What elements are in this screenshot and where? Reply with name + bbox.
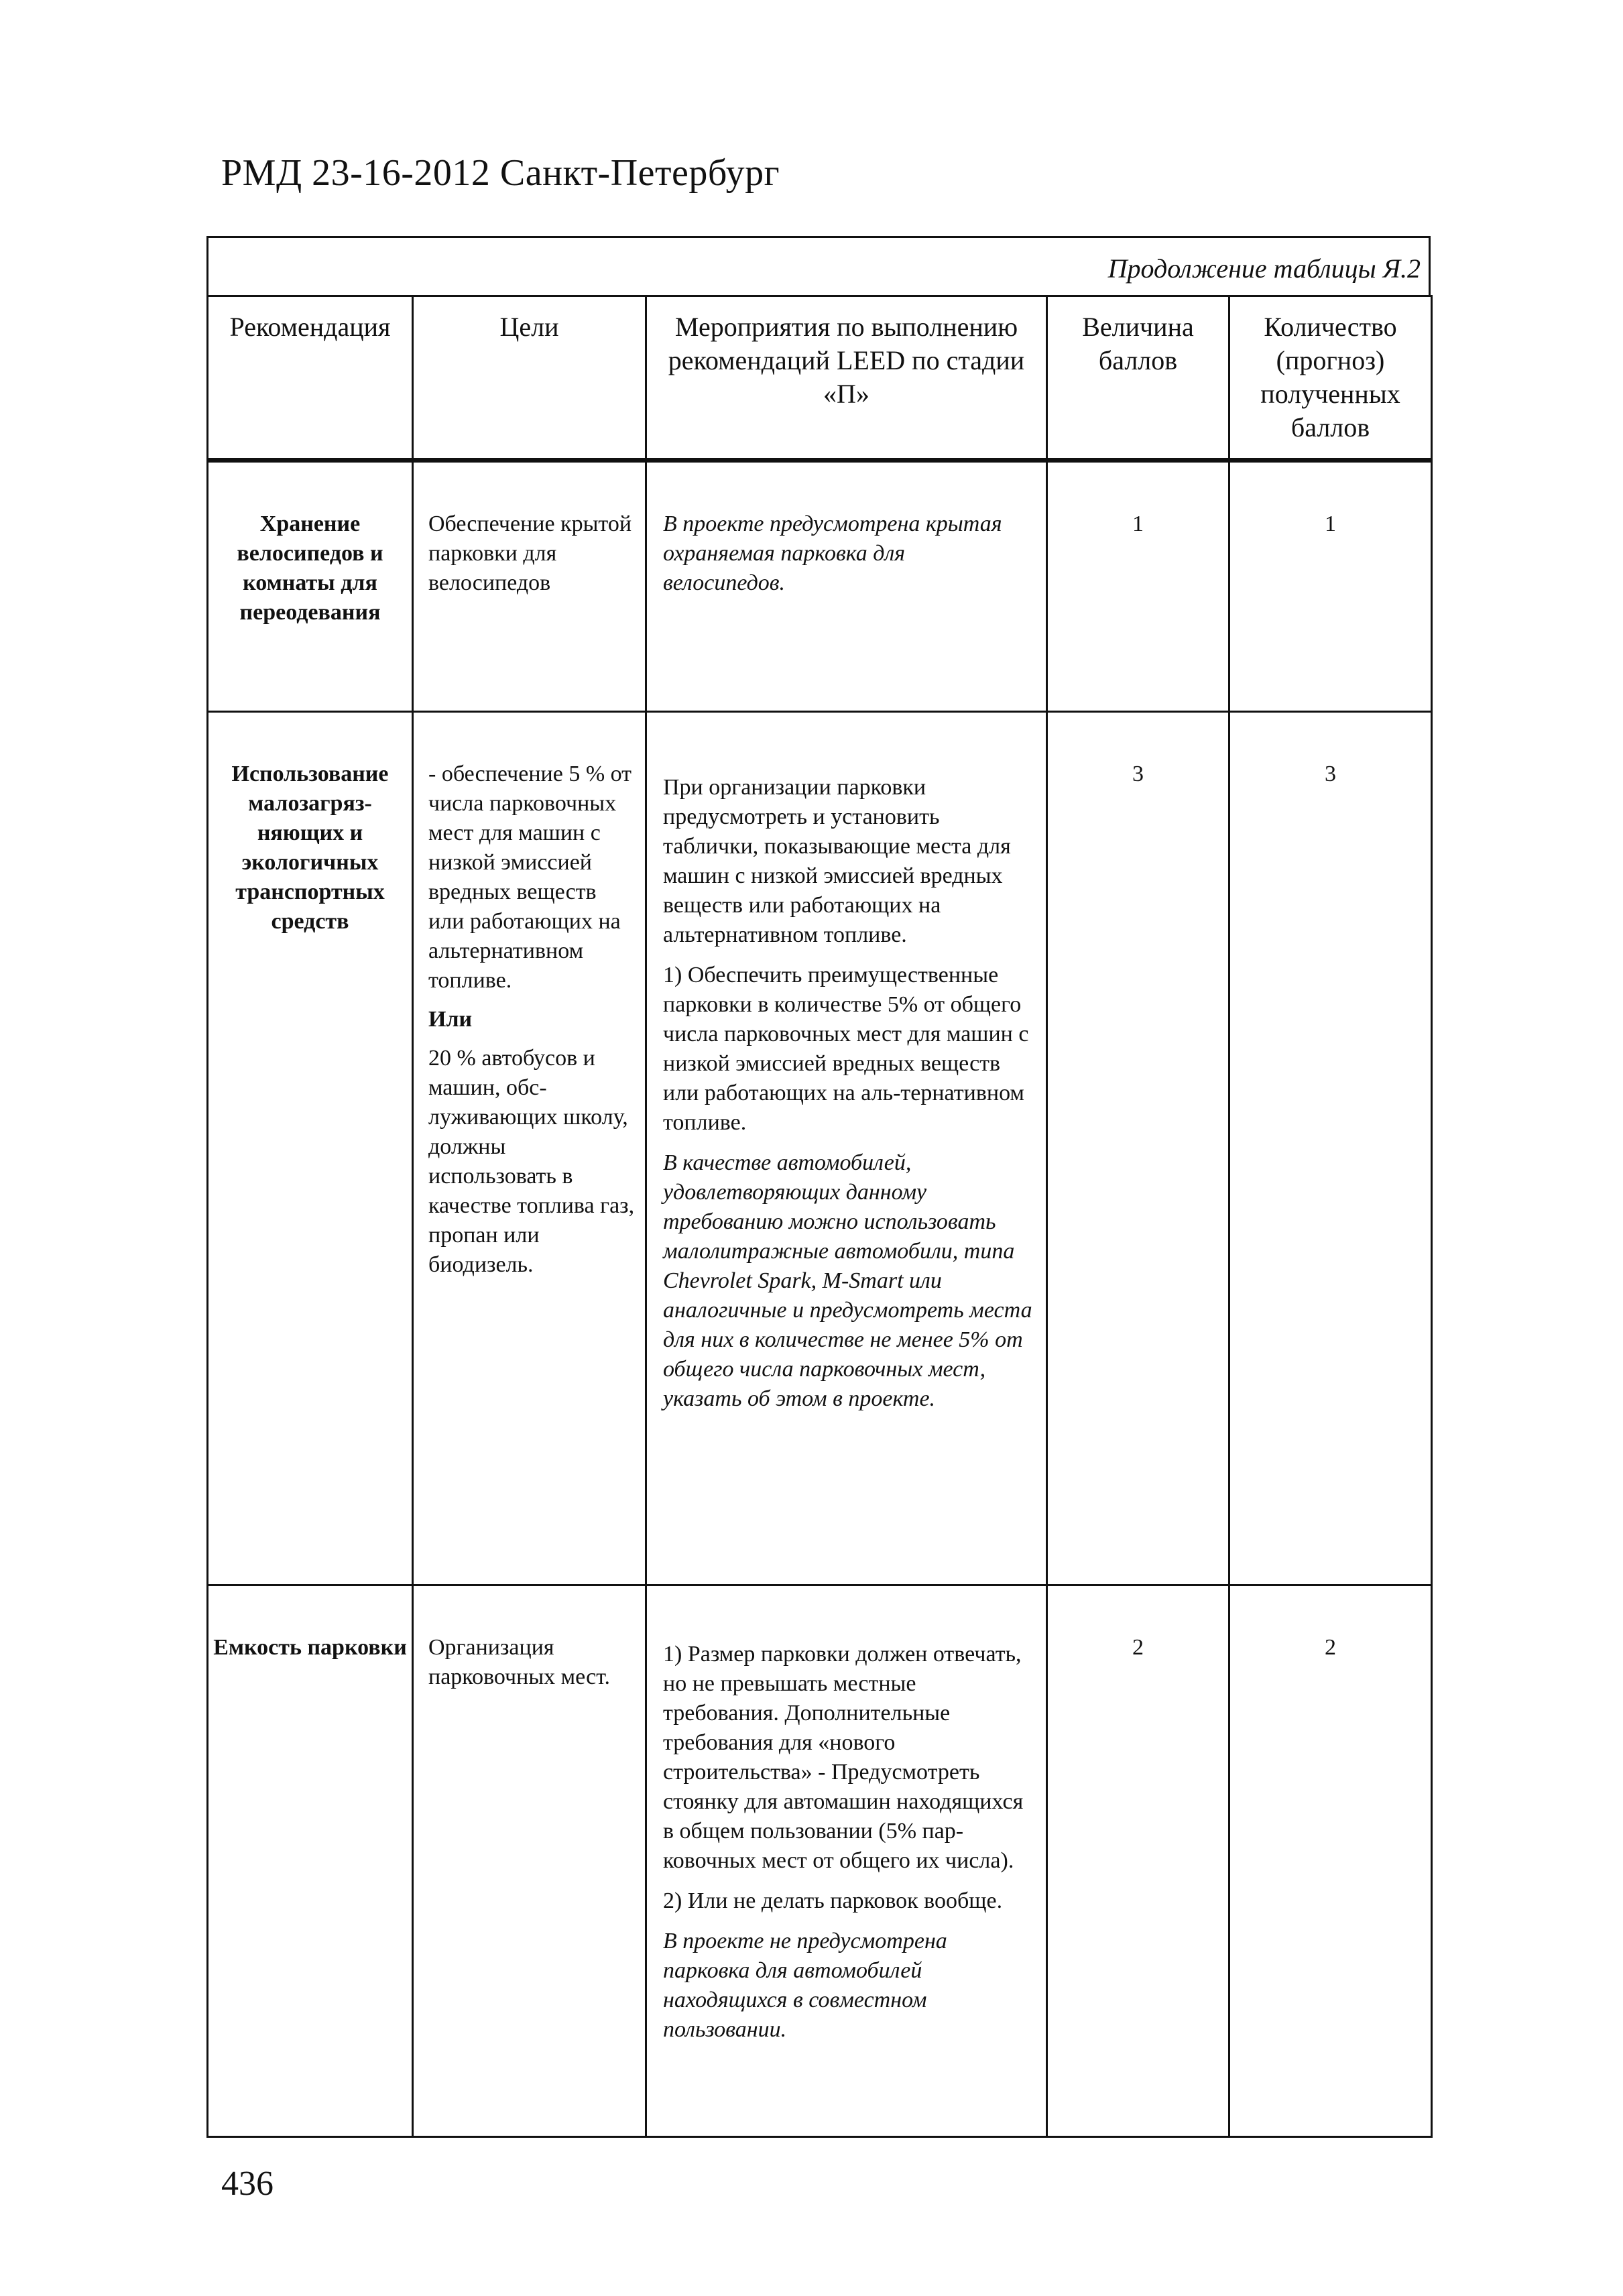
column-header-count: Количество (прогноз) полученных баллов <box>1229 296 1432 461</box>
document-title: РМД 23-16-2012 Санкт-Петербург <box>221 152 780 194</box>
goal-text: 20 % автобусов и машин, обс-луживающих школу, должны использовать в качестве топлива газ, пропан или биодизель. <box>428 1046 635 1277</box>
action-note: В проекте не предусмотрена парковка для автомобилей находящихся в совместном пользовании. <box>663 1929 947 2042</box>
column-header-actions: Мероприятия по выполнению рекомендаций LEED по стадии «П» <box>646 296 1047 461</box>
count-cell: 3 <box>1229 712 1432 1585</box>
goal-text: Организация парковочных мест. <box>428 1635 611 1689</box>
action-text: 1) Размер парковки должен отвечать, но не превышать местные требования. Дополнительные требования для «нового строительства» - Предусмотреть стоянку для автомашин находящихся в общем пользовании (5% пар-ковочных мест от общего их числа). <box>663 1642 1024 1873</box>
goals-cell <box>413 461 646 712</box>
count-cell: 2 <box>1229 1585 1432 2137</box>
points-cell: 1 <box>1047 461 1229 712</box>
goals-cell <box>413 712 646 1585</box>
table-row <box>208 461 1432 712</box>
table-continuation-label: Продолжение таблицы Я.2 <box>1107 253 1421 284</box>
recommendation-cell: Использование малозагряз-няющих и экологичных транспортных средств <box>208 712 413 1585</box>
actions-cell <box>646 1585 1047 2137</box>
count-cell: 1 <box>1229 461 1432 712</box>
action-note: В качестве автомобилей, удовлетворяющих данному требованию можно использовать малолитражные автомобили, типа Chevrolet Spark, M-Smart или аналогичные и предусмотреть места для них в количестве не менее 5% от общего числа парковочных мест, указать об этом в проекте. <box>663 1150 1032 1411</box>
table-row <box>208 1585 1432 2137</box>
page-number: 436 <box>221 2165 274 2203</box>
points-cell: 3 <box>1047 712 1229 1585</box>
action-text: При организации парковки предусмотреть и установить таблички, показывающие места для машин с низкой эмиссией вредных веществ или работающих на альтернативном топливе. <box>663 775 1011 947</box>
actions-cell <box>646 461 1047 712</box>
goals-cell <box>413 1585 646 2137</box>
column-header-goals: Цели <box>413 296 646 461</box>
table-caption-box <box>206 236 1431 295</box>
goal-text: - обеспечение 5 % от числа парковочных мест для машин с низкой эмиссией вредных веществ или работающих на альтернативном топливе. <box>428 762 632 993</box>
column-header-recommendation: Рекомендация <box>208 296 413 461</box>
table-row <box>208 712 1432 1585</box>
goal-alternative-label: Или <box>428 1007 473 1032</box>
table-header-row <box>208 296 1432 461</box>
leed-recommendations-table <box>206 295 1433 2138</box>
action-note: В проекте предусмотрена крытая охраняемая парковка для велосипедов. <box>663 511 1002 595</box>
goal-text: Обеспечение крытой парковки для велосипедов <box>428 511 632 595</box>
action-text: 2) Или не делать парковок вообще. <box>663 1888 1003 1913</box>
actions-cell <box>646 712 1047 1585</box>
recommendation-cell: Емкость парковки <box>208 1585 413 2137</box>
points-cell: 2 <box>1047 1585 1229 2137</box>
action-text: 1) Обеспечить преимущественные парковки в количестве 5% от общего числа парковочных мест для машин с низкой эмиссией вредных веществ или работающих на аль-тернативном топливе. <box>663 963 1029 1135</box>
column-header-points: Величина баллов <box>1047 296 1229 461</box>
recommendation-cell: Хранение велосипедов и комнаты для переодевания <box>208 461 413 712</box>
